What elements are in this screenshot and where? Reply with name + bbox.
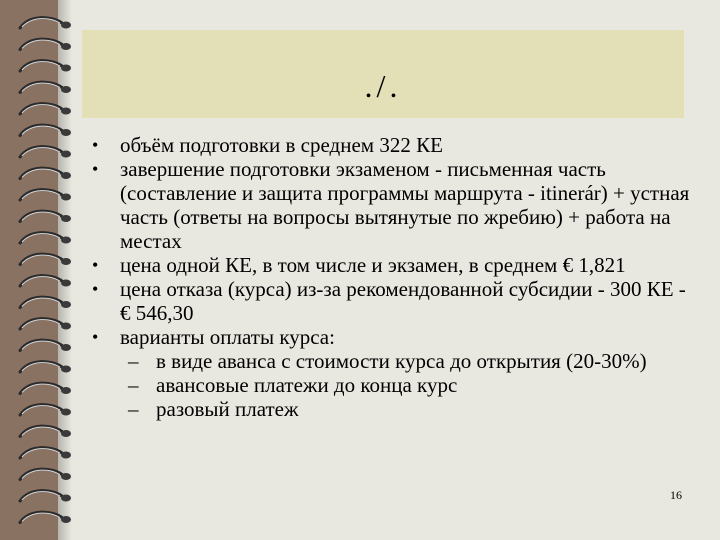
binding-hole — [61, 194, 71, 201]
binding-hole — [61, 65, 71, 72]
binding-hole — [61, 452, 71, 459]
bullet-item — [92, 277, 692, 325]
bullet-item — [92, 133, 692, 157]
bullet-text: варианты оплаты курса: — [120, 325, 335, 349]
slide-number: 16 — [670, 488, 682, 502]
sub-item — [92, 349, 692, 373]
binding-hole — [61, 86, 71, 93]
bullet-text: объём подготовки в среднем 322 КЕ — [120, 133, 443, 157]
bullet-icon: • — [92, 159, 99, 179]
binding-hole — [61, 151, 71, 158]
binding-hole — [61, 344, 71, 351]
binding-hole — [61, 301, 71, 308]
sub-item-text: в виде аванса с стоимости курса до открытия (20-30%) — [156, 349, 647, 373]
binding-hole — [61, 22, 71, 29]
bullet-item — [92, 325, 692, 349]
binding-hole — [61, 323, 71, 330]
bullet-icon: • — [92, 279, 99, 299]
bullet-icon: • — [92, 255, 99, 275]
sub-item — [92, 373, 692, 397]
sub-item-text: авансовые платежи до конца курс — [156, 373, 458, 397]
dash-icon: – — [128, 373, 139, 397]
dash-icon: – — [128, 349, 139, 373]
binding-hole — [61, 108, 71, 115]
binding-hole — [61, 495, 71, 502]
spiral-binding — [0, 0, 92, 540]
binding-hole — [61, 258, 71, 265]
binding-hole — [61, 473, 71, 480]
sub-item — [92, 397, 692, 421]
binding-hole — [61, 43, 71, 50]
title-box — [82, 30, 684, 118]
binding-hole — [61, 280, 71, 287]
binding-hole — [61, 387, 71, 394]
binding-hole — [61, 129, 71, 136]
binding-hole — [61, 409, 71, 416]
binding-hole — [61, 172, 71, 179]
slide-title: ./. — [364, 68, 402, 104]
binding-hole — [61, 237, 71, 244]
bullet-icon: • — [92, 327, 99, 347]
bullet-text: цена отказа (курса) из-за рекомендованной субсидии - 300 КЕ - € 546,30 — [120, 277, 686, 325]
binding-hole — [61, 430, 71, 437]
bullet-text: завершение подготовки экзаменом - письменная часть (составление и защита программы маршрута - itinerár) + устная часть (ответы на вопросы вытянутые по жребию) + работа на местах — [120, 157, 690, 253]
dash-icon: – — [128, 397, 139, 421]
bullet-item — [92, 157, 692, 253]
bullet-text: цена одной КЕ, в том числе и экзамен, в среднем € 1,821 — [120, 253, 626, 277]
binding-hole — [61, 516, 71, 523]
bullet-list — [92, 133, 692, 421]
sub-item-text: разовый платеж — [156, 397, 299, 421]
bullet-icon: • — [92, 135, 99, 155]
bullet-item — [92, 253, 692, 277]
binding-hole — [61, 366, 71, 373]
binding-hole — [61, 215, 71, 222]
